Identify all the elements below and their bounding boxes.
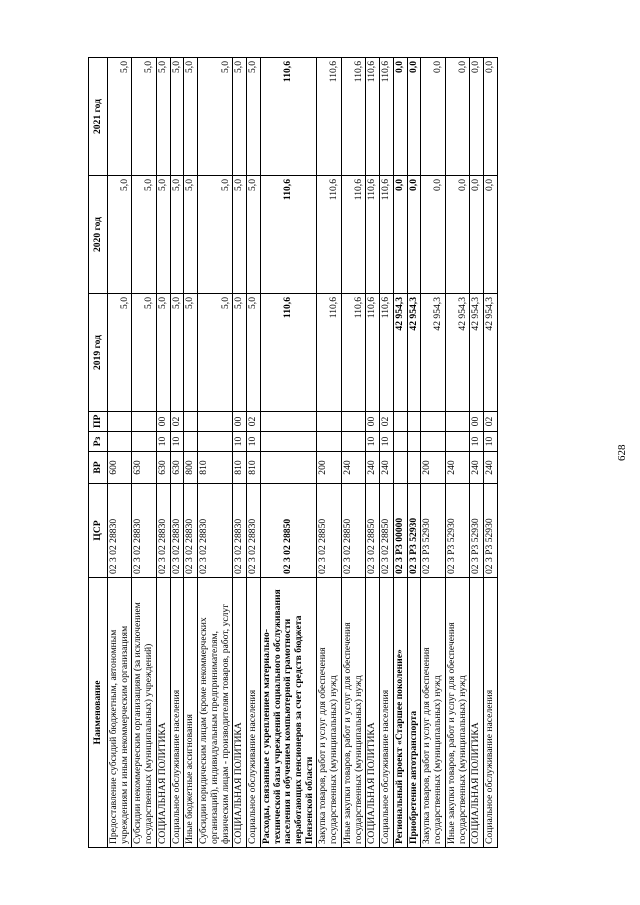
cell-2020: 110,6 bbox=[260, 176, 317, 294]
cell-2021: 110,6 bbox=[366, 58, 380, 176]
cell-2019: 5,0 bbox=[108, 294, 132, 412]
cell-pr bbox=[407, 412, 421, 432]
cell-pr: 00 bbox=[233, 412, 247, 432]
cell-2021: 5,0 bbox=[108, 58, 132, 176]
cell-csr: 02 3 02 28830 bbox=[247, 484, 261, 578]
cell-name: Приобретение автотранспорта bbox=[407, 578, 421, 848]
cell-2020: 110,6 bbox=[380, 176, 394, 294]
cell-pr: 02 bbox=[380, 412, 394, 432]
table-row bbox=[366, 58, 380, 848]
cell-rz: 10 bbox=[233, 432, 247, 452]
cell-name: Социальное обслуживание населения bbox=[247, 578, 261, 848]
cell-2020: 5,0 bbox=[170, 176, 184, 294]
cell-pr bbox=[317, 412, 341, 432]
cell-2020: 5,0 bbox=[233, 176, 247, 294]
cell-pr bbox=[445, 412, 469, 432]
table-row bbox=[393, 58, 407, 848]
cell-vr: 630 bbox=[132, 452, 156, 484]
cell-2019: 5,0 bbox=[170, 294, 184, 412]
cell-2021: 0,0 bbox=[393, 58, 407, 176]
cell-vr: 810 bbox=[233, 452, 247, 484]
table-row bbox=[317, 58, 341, 848]
cell-csr: 02 3 02 28850 bbox=[341, 484, 365, 578]
cell-2021: 5,0 bbox=[247, 58, 261, 176]
cell-vr: 200 bbox=[421, 452, 445, 484]
header-2019: 2019 год bbox=[89, 294, 108, 412]
cell-rz: 10 bbox=[484, 432, 498, 452]
cell-2020: 5,0 bbox=[198, 176, 233, 294]
cell-2021: 0,0 bbox=[421, 58, 445, 176]
cell-rz bbox=[445, 432, 469, 452]
header-2020: 2020 год bbox=[89, 176, 108, 294]
cell-name: Социальное обслуживание населения bbox=[484, 578, 498, 848]
cell-2020: 0,0 bbox=[421, 176, 445, 294]
cell-2021: 5,0 bbox=[184, 58, 198, 176]
cell-pr bbox=[421, 412, 445, 432]
cell-pr bbox=[184, 412, 198, 432]
cell-name: СОЦИАЛЬНАЯ ПОЛИТИКА bbox=[366, 578, 380, 848]
header-name: Наименование bbox=[89, 578, 108, 848]
cell-2021: 110,6 bbox=[260, 58, 317, 176]
cell-csr: 02 3 02 28850 bbox=[366, 484, 380, 578]
cell-name: СОЦИАЛЬНАЯ ПОЛИТИКА bbox=[470, 578, 484, 848]
table-row bbox=[380, 58, 394, 848]
cell-2019: 110,6 bbox=[260, 294, 317, 412]
cell-rz: 10 bbox=[247, 432, 261, 452]
cell-2019: 42 954,3 bbox=[484, 294, 498, 412]
cell-name: СОЦИАЛЬНАЯ ПОЛИТИКА bbox=[233, 578, 247, 848]
cell-pr bbox=[132, 412, 156, 432]
cell-vr: 800 bbox=[184, 452, 198, 484]
cell-name: СОЦИАЛЬНАЯ ПОЛИТИКА bbox=[156, 578, 170, 848]
cell-2020: 5,0 bbox=[156, 176, 170, 294]
cell-csr: 02 3 P3 52930 bbox=[445, 484, 469, 578]
cell-2021: 110,6 bbox=[341, 58, 365, 176]
cell-2021: 5,0 bbox=[132, 58, 156, 176]
table-row bbox=[247, 58, 261, 848]
cell-vr bbox=[407, 452, 421, 484]
table-row bbox=[470, 58, 484, 848]
cell-2020: 0,0 bbox=[484, 176, 498, 294]
table-row bbox=[132, 58, 156, 848]
cell-name: Предоставление субсидий бюджетным, автономным учреждениям и иным некоммерческим организациям bbox=[108, 578, 132, 848]
rotated-table-area bbox=[88, 58, 588, 848]
budget-table bbox=[88, 57, 498, 848]
cell-2021: 5,0 bbox=[156, 58, 170, 176]
table-row bbox=[484, 58, 498, 848]
cell-csr: 02 3 02 28830 bbox=[156, 484, 170, 578]
cell-name: Иные закупки товаров, работ и услуг для обеспечения государственных (муниципальных) нужд bbox=[445, 578, 469, 848]
cell-pr: 02 bbox=[247, 412, 261, 432]
cell-name: Региональный проект «Старшее поколение» bbox=[393, 578, 407, 848]
cell-csr: 02 3 02 28850 bbox=[260, 484, 317, 578]
cell-csr: 02 3 02 28830 bbox=[170, 484, 184, 578]
table-row bbox=[156, 58, 170, 848]
cell-vr: 810 bbox=[198, 452, 233, 484]
table-row bbox=[407, 58, 421, 848]
cell-2021: 0,0 bbox=[407, 58, 421, 176]
table-row bbox=[445, 58, 469, 848]
cell-2019: 42 954,3 bbox=[407, 294, 421, 412]
page-number: 628 bbox=[616, 444, 628, 461]
cell-rz bbox=[260, 432, 317, 452]
cell-2020: 0,0 bbox=[445, 176, 469, 294]
cell-2021: 5,0 bbox=[198, 58, 233, 176]
cell-pr bbox=[341, 412, 365, 432]
cell-vr: 240 bbox=[484, 452, 498, 484]
cell-2019: 42 954,3 bbox=[445, 294, 469, 412]
cell-vr bbox=[393, 452, 407, 484]
cell-2020: 5,0 bbox=[247, 176, 261, 294]
cell-csr: 02 3 02 28830 bbox=[108, 484, 132, 578]
table-row bbox=[421, 58, 445, 848]
cell-vr bbox=[260, 452, 317, 484]
cell-pr: 00 bbox=[366, 412, 380, 432]
cell-vr: 240 bbox=[470, 452, 484, 484]
cell-name: Закупка товаров, работ и услуг для обеспечения государственных (муниципальных) нужд bbox=[317, 578, 341, 848]
header-pr: ПР bbox=[89, 412, 108, 432]
cell-2019: 110,6 bbox=[341, 294, 365, 412]
cell-2020: 5,0 bbox=[108, 176, 132, 294]
cell-name: Закупка товаров, работ и услуг для обеспечения государственных (муниципальных) нужд bbox=[421, 578, 445, 848]
cell-csr: 02 3 02 28830 bbox=[233, 484, 247, 578]
cell-2021: 5,0 bbox=[170, 58, 184, 176]
cell-2019: 42 954,3 bbox=[393, 294, 407, 412]
table-row bbox=[108, 58, 132, 848]
cell-2020: 110,6 bbox=[366, 176, 380, 294]
cell-rz bbox=[407, 432, 421, 452]
cell-rz bbox=[184, 432, 198, 452]
cell-vr: 630 bbox=[156, 452, 170, 484]
cell-rz: 10 bbox=[156, 432, 170, 452]
cell-2019: 110,6 bbox=[317, 294, 341, 412]
cell-2021: 0,0 bbox=[484, 58, 498, 176]
table-row bbox=[184, 58, 198, 848]
cell-csr: 02 3 02 28850 bbox=[317, 484, 341, 578]
cell-pr bbox=[393, 412, 407, 432]
cell-2021: 0,0 bbox=[445, 58, 469, 176]
cell-2019: 110,6 bbox=[380, 294, 394, 412]
cell-vr: 810 bbox=[247, 452, 261, 484]
table-row bbox=[198, 58, 233, 848]
cell-pr bbox=[260, 412, 317, 432]
cell-rz: 10 bbox=[470, 432, 484, 452]
cell-rz bbox=[421, 432, 445, 452]
cell-2020: 5,0 bbox=[132, 176, 156, 294]
cell-rz bbox=[198, 432, 233, 452]
table-header-row bbox=[89, 58, 108, 848]
header-csr: ЦСР bbox=[89, 484, 108, 578]
cell-2019: 42 954,3 bbox=[421, 294, 445, 412]
cell-name: Расходы, связанные с укреплением материально-технической базы учреждений социального обслуживания населения и обучением компьютерной грамотности неработающих пенсионеров за счет средств бюджета Пензенской области bbox=[260, 578, 317, 848]
cell-2019: 5,0 bbox=[247, 294, 261, 412]
cell-rz bbox=[393, 432, 407, 452]
cell-2019: 5,0 bbox=[184, 294, 198, 412]
cell-2019: 110,6 bbox=[366, 294, 380, 412]
cell-pr: 02 bbox=[170, 412, 184, 432]
cell-vr: 240 bbox=[445, 452, 469, 484]
cell-2019: 5,0 bbox=[132, 294, 156, 412]
cell-2020: 0,0 bbox=[393, 176, 407, 294]
cell-pr bbox=[198, 412, 233, 432]
cell-csr: 02 3 P3 52930 bbox=[470, 484, 484, 578]
cell-2019: 5,0 bbox=[233, 294, 247, 412]
cell-2020: 5,0 bbox=[184, 176, 198, 294]
cell-pr: 00 bbox=[156, 412, 170, 432]
cell-name: Иные бюджетные ассигнования bbox=[184, 578, 198, 848]
cell-pr: 02 bbox=[484, 412, 498, 432]
cell-2019: 5,0 bbox=[198, 294, 233, 412]
cell-2021: 110,6 bbox=[380, 58, 394, 176]
cell-rz: 10 bbox=[170, 432, 184, 452]
cell-csr: 02 3 02 28830 bbox=[132, 484, 156, 578]
cell-vr: 200 bbox=[317, 452, 341, 484]
cell-name: Субсидии некоммерческим организациям (за исключением государственных (муниципальных) учреждений) bbox=[132, 578, 156, 848]
cell-name: Социальное обслуживание населения bbox=[170, 578, 184, 848]
cell-vr: 240 bbox=[366, 452, 380, 484]
cell-csr: 02 3 P3 52930 bbox=[484, 484, 498, 578]
cell-2020: 0,0 bbox=[407, 176, 421, 294]
cell-csr: 02 3 02 28830 bbox=[198, 484, 233, 578]
cell-rz bbox=[317, 432, 341, 452]
cell-pr bbox=[108, 412, 132, 432]
cell-2019: 5,0 bbox=[156, 294, 170, 412]
cell-2020: 0,0 bbox=[470, 176, 484, 294]
cell-csr: 02 3 P3 00000 bbox=[393, 484, 407, 578]
cell-rz bbox=[108, 432, 132, 452]
cell-2021: 110,6 bbox=[317, 58, 341, 176]
header-rz: Рз bbox=[89, 432, 108, 452]
cell-pr: 00 bbox=[470, 412, 484, 432]
cell-csr: 02 3 P3 52930 bbox=[407, 484, 421, 578]
cell-rz: 10 bbox=[380, 432, 394, 452]
cell-2021: 0,0 bbox=[470, 58, 484, 176]
cell-2020: 110,6 bbox=[341, 176, 365, 294]
table-row bbox=[341, 58, 365, 848]
cell-rz bbox=[341, 432, 365, 452]
cell-csr: 02 3 P3 52930 bbox=[421, 484, 445, 578]
header-2021: 2021 год bbox=[89, 58, 108, 176]
table-row bbox=[260, 58, 317, 848]
cell-vr: 240 bbox=[341, 452, 365, 484]
header-vr: ВР bbox=[89, 452, 108, 484]
cell-2021: 5,0 bbox=[233, 58, 247, 176]
cell-vr: 630 bbox=[170, 452, 184, 484]
table-row bbox=[233, 58, 247, 848]
cell-rz bbox=[132, 432, 156, 452]
cell-name: Социальное обслуживание населения bbox=[380, 578, 394, 848]
cell-name: Иные закупки товаров, работ и услуг для обеспечения государственных (муниципальных) нужд bbox=[341, 578, 365, 848]
cell-name: Субсидии юридическим лицам (кроме некоммерческих организаций), индивидуальным предпринимателям, физическим лицам - производителям товаров, работ, услуг bbox=[198, 578, 233, 848]
cell-csr: 02 3 02 28850 bbox=[380, 484, 394, 578]
cell-2019: 42 954,3 bbox=[470, 294, 484, 412]
cell-2020: 110,6 bbox=[317, 176, 341, 294]
table-row bbox=[170, 58, 184, 848]
cell-vr: 240 bbox=[380, 452, 394, 484]
cell-rz: 10 bbox=[366, 432, 380, 452]
cell-csr: 02 3 02 28830 bbox=[184, 484, 198, 578]
cell-vr: 600 bbox=[108, 452, 132, 484]
